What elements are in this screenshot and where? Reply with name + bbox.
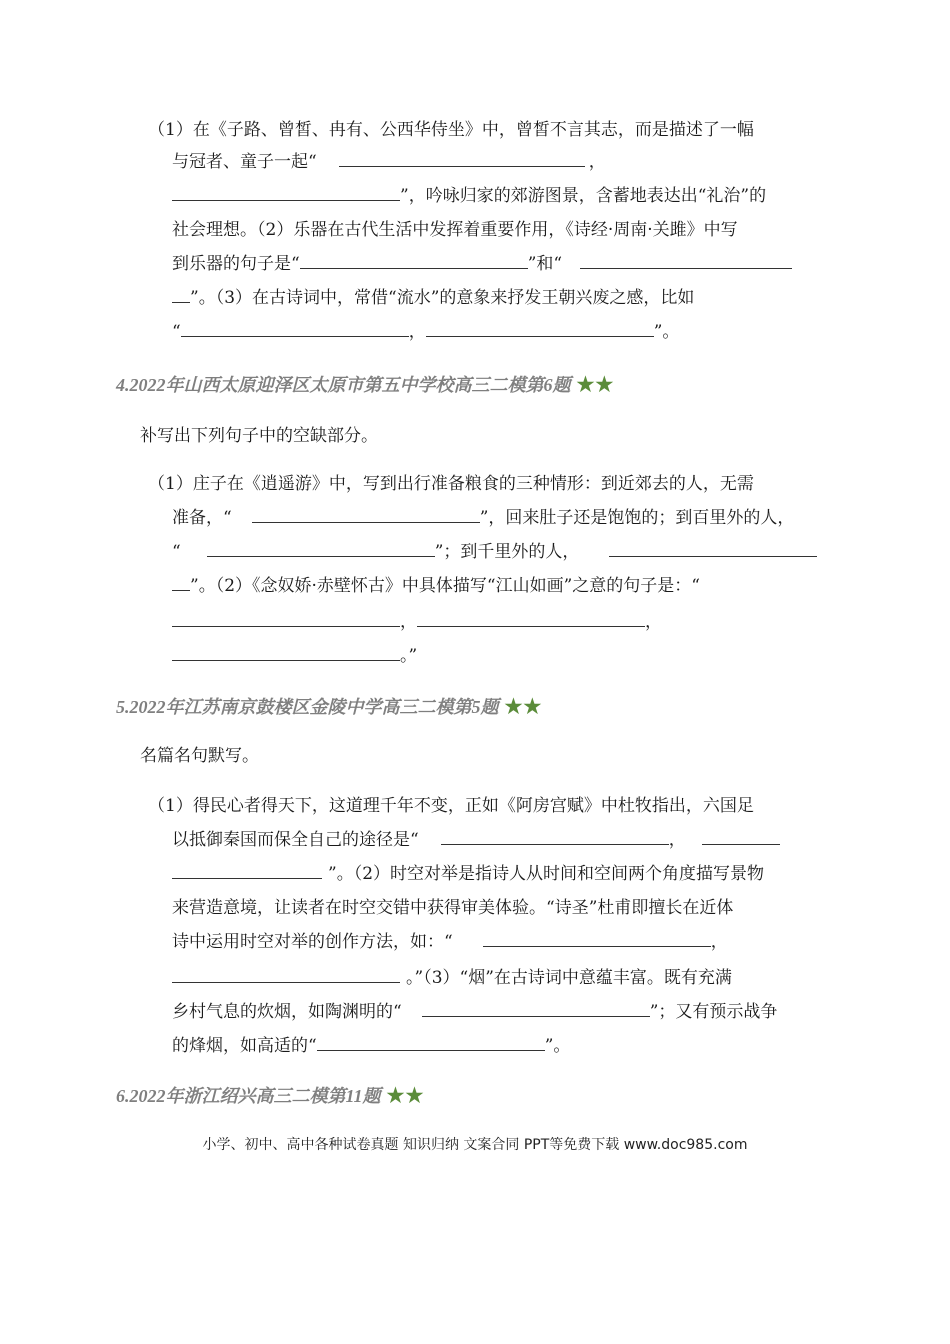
question-5-instruction: 名篇名句默写。 [140, 746, 259, 766]
q5-line-2 [172, 828, 780, 852]
answer-blank[interactable] [580, 252, 792, 269]
q5-text: ， [668, 830, 686, 850]
answer-blank[interactable] [300, 252, 528, 269]
difficulty-stars-icon: ★★ [386, 1085, 425, 1107]
answer-blank[interactable] [317, 1034, 545, 1051]
question-6-heading [116, 1083, 424, 1109]
q3-text: 与冠者、童子一起“ [172, 152, 317, 172]
answer-blank[interactable] [417, 610, 645, 627]
answer-blank[interactable] [207, 540, 435, 557]
answer-blank[interactable] [252, 506, 480, 523]
q3-line-2 [172, 150, 606, 174]
q4-line-3 [172, 540, 817, 564]
page-footer: 小学、初中、高中各种试卷真题 知识归纳 文案合同 PPT等免费下载 www.doc985.com [202, 1137, 748, 1153]
q4-text: ”。（2）《念奴娇·赤壁怀古》中具体描写“江山如画”之意的句子是：“ [190, 576, 700, 596]
q3-line-1: （1）在《子路、曾皙、冉有、公西华侍坐》中，曾皙不言其志，而是描述了一幅 [148, 120, 754, 140]
q5-text: 诗中运用时空对举的创作方法，如：“ [172, 932, 453, 952]
answer-blank[interactable] [339, 150, 585, 167]
q4-text: “ [172, 542, 181, 562]
q5-line-1: （1）得民心者得天下，这道理千年不变，正如《阿房宫赋》中杜牧指出，六国足 [148, 796, 754, 816]
answer-blank[interactable] [172, 644, 400, 661]
q3-text: ”。（3）在古诗词中，常借“流水”的意象来抒发王朝兴废之感，比如 [190, 288, 695, 308]
q5-text: 的烽烟，如高适的“ [172, 1036, 317, 1056]
answer-blank[interactable] [422, 1000, 650, 1017]
q5-text: 乡村气息的炊烟，如陶渊明的“ [172, 1002, 402, 1022]
answer-blank[interactable] [172, 862, 322, 879]
q4-line-5 [172, 610, 662, 634]
difficulty-stars-icon: ★★ [576, 374, 615, 396]
q4-line-4 [172, 574, 700, 598]
answer-blank[interactable] [483, 930, 711, 947]
answer-blank[interactable] [172, 574, 190, 591]
q3-line-4: 社会理想。（2）乐器在古代生活中发挥着重要作用，《诗经·周南·关雎》中写 [172, 220, 738, 240]
heading-text: 6.2022年浙江绍兴高三二模第11题 [116, 1086, 381, 1106]
q4-text: ， [400, 612, 417, 632]
question-5-heading [116, 694, 542, 720]
q5-text: ”。（2）时空对举是指诗人从时间和空间两个角度描写景物 [328, 864, 765, 884]
answer-blank[interactable] [426, 320, 654, 337]
q3-text: ， [588, 152, 606, 172]
q4-line-2 [172, 506, 794, 530]
q3-line-5 [172, 252, 792, 276]
q4-text: 准备，“ [172, 508, 232, 528]
answer-blank[interactable] [609, 540, 817, 557]
q4-text: ， [645, 612, 662, 632]
answer-blank[interactable] [702, 828, 780, 845]
q3-text: ， [408, 322, 426, 342]
q5-text: ， [710, 932, 728, 952]
q3-text: ”和“ [527, 254, 563, 274]
answer-blank[interactable] [172, 610, 400, 627]
q3-text: ”，吟咏归家的郊游图景，含蓄地表达出“礼治”的 [400, 186, 767, 206]
q3-text: “ [172, 322, 181, 342]
q5-line-4: 来营造意境，让读者在时空交错中获得审美体验。“诗圣”杜甫即擅长在近体 [172, 898, 734, 918]
question-4-instruction: 补写出下列句子中的空缺部分。 [140, 426, 378, 446]
q5-line-8 [172, 1034, 570, 1058]
q3-line-6 [172, 286, 694, 310]
q5-text: 。”（3）“烟”在古诗词中意蕴丰富。既有充满 [406, 968, 732, 988]
answer-blank[interactable] [172, 966, 400, 983]
q4-text: ”；到千里外的人， [434, 542, 580, 562]
q5-line-5 [172, 930, 728, 954]
question-4-heading [116, 372, 614, 398]
answer-blank[interactable] [441, 828, 669, 845]
q3-text: ”。 [653, 322, 680, 342]
heading-text: 4.2022年山西太原迎泽区太原市第五中学校高三二模第6题 [116, 375, 571, 395]
difficulty-stars-icon: ★★ [504, 696, 543, 718]
answer-blank[interactable] [181, 320, 409, 337]
heading-text: 5.2022年江苏南京鼓楼区金陵中学高三二模第5题 [116, 697, 499, 717]
q4-text: ”，回来肚子还是饱饱的；到百里外的人， [479, 508, 795, 528]
answer-blank[interactable] [172, 184, 400, 201]
q3-line-3 [172, 184, 766, 208]
q4-text: 。” [400, 646, 418, 666]
q5-text: 以抵御秦国而保全自己的途径是“ [172, 830, 419, 850]
q5-line-3 [172, 862, 764, 886]
q4-line-6 [172, 644, 417, 668]
q3-text: 到乐器的句子是“ [172, 254, 300, 274]
q5-line-7 [172, 1000, 777, 1024]
q5-line-6 [172, 966, 732, 990]
q3-line-7 [172, 320, 679, 344]
q4-line-1: （1）庄子在《逍遥游》中，写到出行准备粮食的三种情形：到近郊去的人，无需 [148, 474, 754, 494]
q5-text: ”。 [544, 1036, 571, 1056]
answer-blank[interactable] [172, 286, 190, 303]
q5-text: ”；又有预示战争 [649, 1002, 778, 1022]
